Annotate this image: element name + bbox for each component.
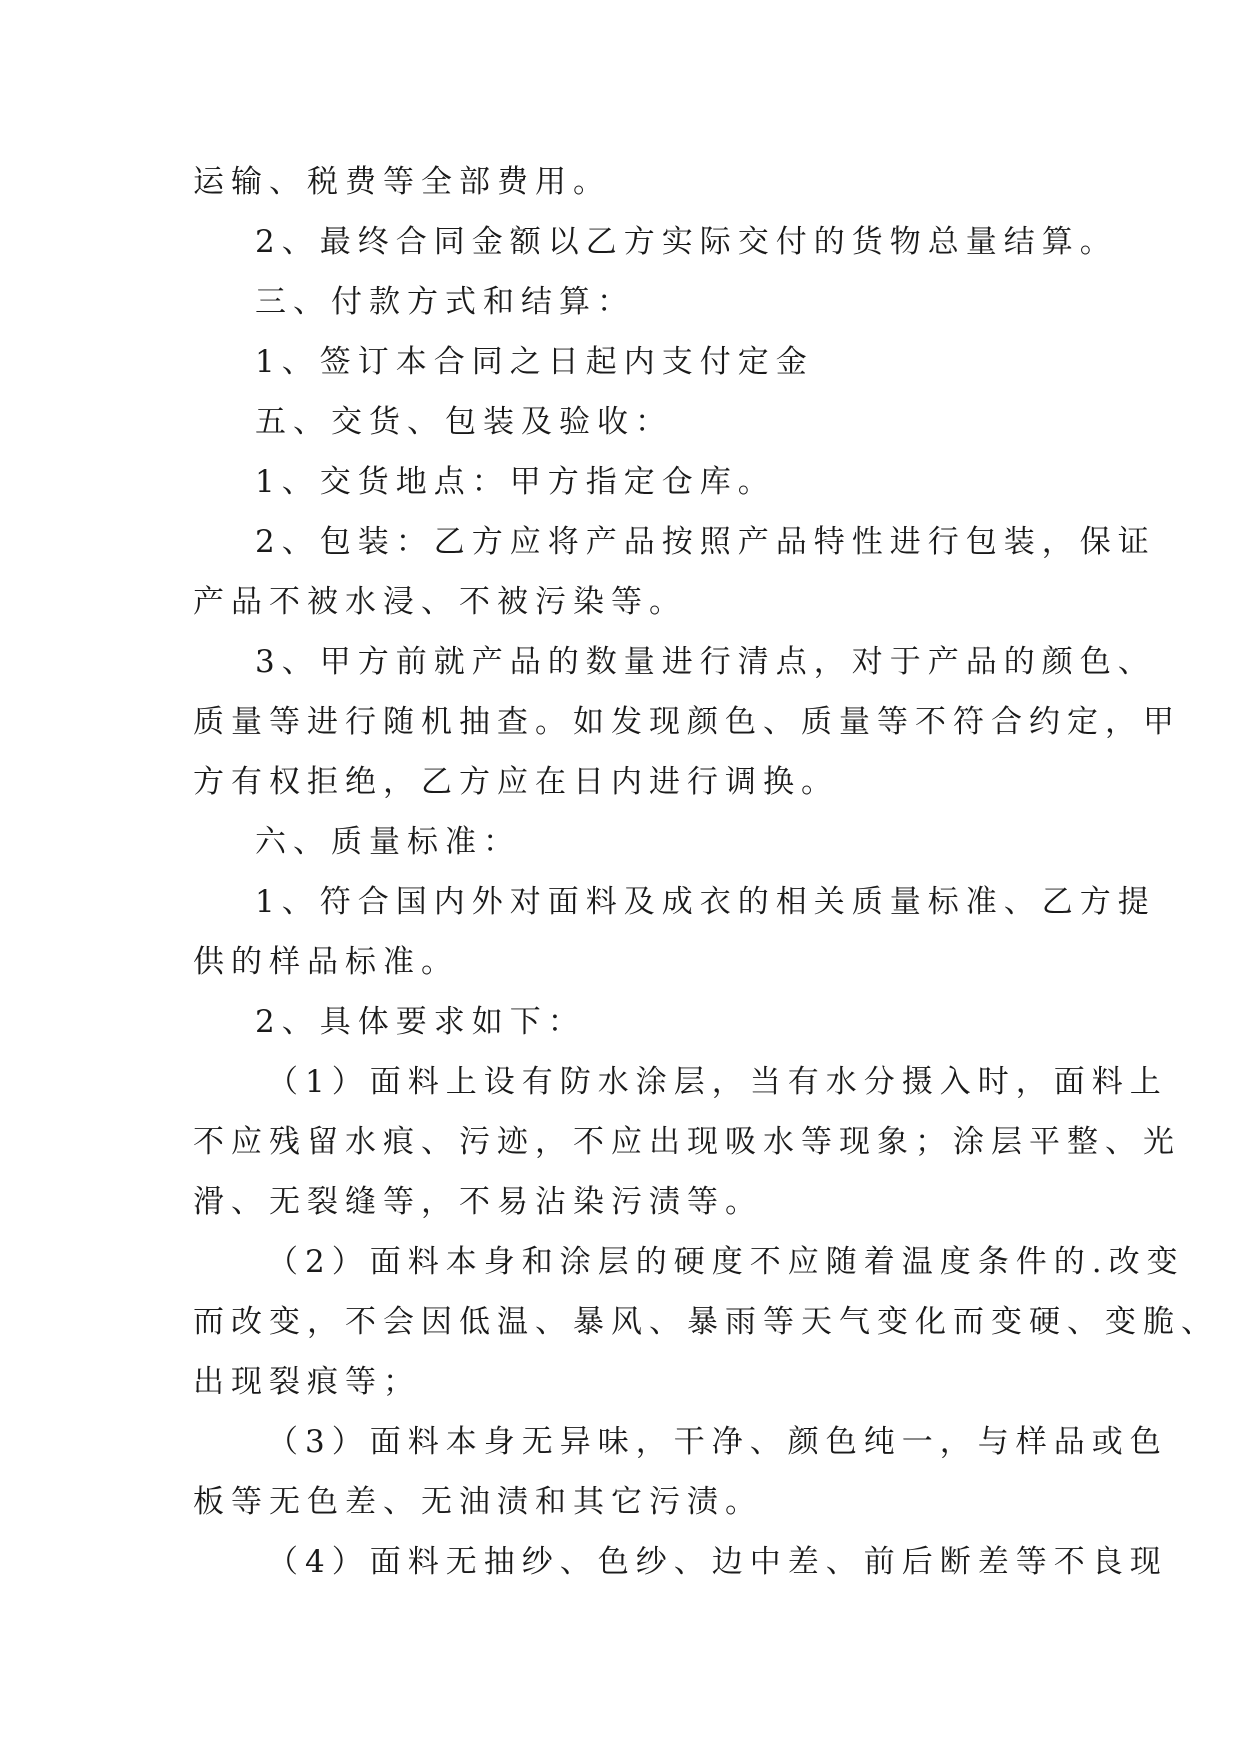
text-line: （3）面料本身无异味，干净、颜色纯一，与样品或色 <box>267 1424 1168 1460</box>
section-heading: 五、交货、包装及验收： <box>255 404 673 440</box>
text-line: 3、甲方前就产品的数量进行清点，对于产品的颜色、 <box>255 644 1156 680</box>
text-line: 质量等进行随机抽查。如发现颜色、质量等不符合约定，甲 <box>193 704 1181 740</box>
text-line: 板等无色差、无油渍和其它污渍。 <box>193 1484 763 1520</box>
text-line: 方有权拒绝，乙方应在日内进行调换。 <box>193 764 839 800</box>
text-line: 2、具体要求如下： <box>255 1004 586 1040</box>
text-line: 2、包装：乙方应将产品按照产品特性进行包装，保证 <box>255 524 1156 560</box>
text-line: 1、交货地点：甲方指定仓库。 <box>255 464 776 500</box>
section-heading: 六、质量标准： <box>255 824 521 860</box>
text-line: （1）面料上设有防水涂层，当有水分摄入时，面料上 <box>267 1064 1168 1100</box>
text-line: 1、签订本合同之日起内支付定金 <box>255 344 814 380</box>
text-line: 不应残留水痕、污迹，不应出现吸水等现象；涂层平整、光 <box>193 1124 1181 1160</box>
text-line: 运输、税费等全部费用。 <box>193 164 611 200</box>
text-line: 2、最终合同金额以乙方实际交付的货物总量结算。 <box>255 224 1118 260</box>
text-line: 出现裂痕等； <box>193 1364 421 1400</box>
contract-body-text <box>193 152 1219 1592</box>
text-line: （2）面料本身和涂层的硬度不应随着温度条件的.改变 <box>267 1244 1185 1280</box>
text-line: 产品不被水浸、不被污染等。 <box>193 584 687 620</box>
text-line: 滑、无裂缝等，不易沾染污渍等。 <box>193 1184 763 1220</box>
text-line: （4）面料无抽纱、色纱、边中差、前后断差等不良现 <box>267 1544 1168 1580</box>
text-line: 而改变，不会因低温、暴风、暴雨等天气变化而变硬、变脆、 <box>193 1304 1219 1340</box>
text-line: 供的样品标准。 <box>193 944 459 980</box>
text-line: 1、符合国内外对面料及成衣的相关质量标准、乙方提 <box>255 884 1156 920</box>
section-heading: 三、付款方式和结算： <box>255 284 635 320</box>
